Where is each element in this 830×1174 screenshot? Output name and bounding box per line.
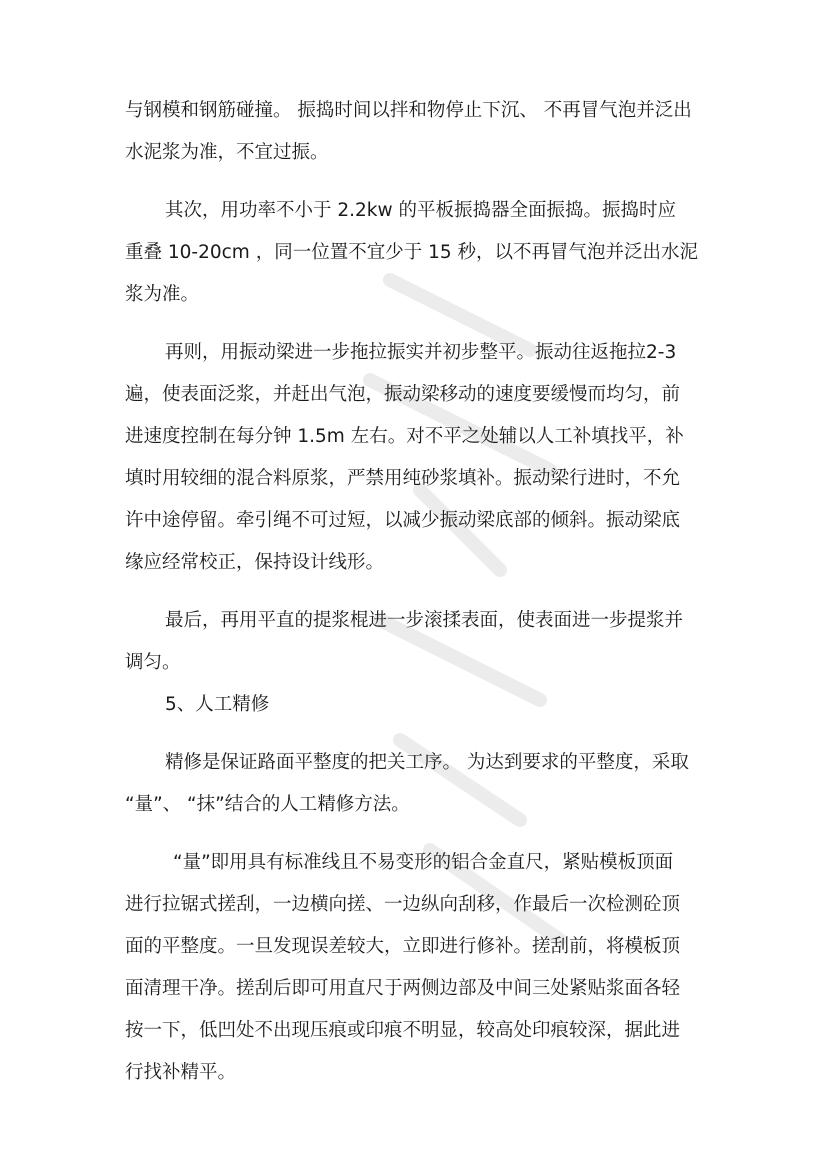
text-line: 缘应经常校正，保持设计线形。 <box>125 552 385 573</box>
text-line: 面的平整度。一旦发现误差较大，立即进行修补。搓刮前，将模板顶 <box>125 936 681 957</box>
text-line: 最后，再用平直的提浆棍进一步滚揉表面，使表面进一步提浆并 <box>165 610 684 631</box>
document-page <box>125 90 715 1094</box>
text-line: 行找补精平。 <box>125 1062 237 1083</box>
text-line: 重叠 10-20cm ，同一位置不宜少于 15 秒，以不再冒气泡并泛出水泥 <box>125 242 699 263</box>
text-line: 精修是保证路面平整度的把关工序。 为达到要求的平整度，采取 <box>165 752 689 773</box>
text-line: 进行拉锯式搓刮，一边横向搓、一边纵向刮移，作最后一次检测砼顶 <box>125 894 681 915</box>
text-line: “量”、 “抹”结合的人工精修方法。 <box>125 794 410 815</box>
text-line: 遍，使表面泛浆，并赶出气泡，振动梁移动的速度要缓慢而均匀，前 <box>125 384 681 405</box>
text-line: 其次，用功率不小于 2.2kw 的平板振捣器全面振捣。振捣时应 <box>165 200 677 221</box>
section-heading: 5、人工精修 <box>165 694 270 715</box>
text-line: 填时用较细的混合料原浆，严禁用纯砂浆填补。振动梁行进时，不允 <box>125 468 681 489</box>
text-line: 与钢模和钢筋碰撞。 振捣时间以拌和物停止下沉、 不再冒气泡并泛出 <box>125 100 692 121</box>
text-line: 浆为准。 <box>125 284 200 305</box>
text-line: 调匀。 <box>125 652 181 673</box>
text-line: 按一下，低凹处不出现压痕或印痕不明显，较高处印痕较深，据此进 <box>125 1020 681 1041</box>
text-line: 水泥浆为准，不宜过振。 <box>125 142 329 163</box>
text-line: 再则，用振动梁进一步拖拉振实并初步整平。振动往返拖拉2-3 <box>165 342 677 363</box>
text-line: 许中途停留。牵引绳不可过短，以减少振动梁底部的倾斜。振动梁底 <box>125 510 681 531</box>
text-line: 进速度控制在每分钟 1.5m 左右。对不平之处辅以人工补填找平，补 <box>125 426 684 447</box>
text-line: “量”即用具有标准线且不易变形的铝合金直尺，紧贴模板顶面 <box>173 852 674 873</box>
text-line: 面清理干净。搓刮后即可用直尺于两侧边部及中间三处紧贴浆面各轻 <box>125 978 681 999</box>
